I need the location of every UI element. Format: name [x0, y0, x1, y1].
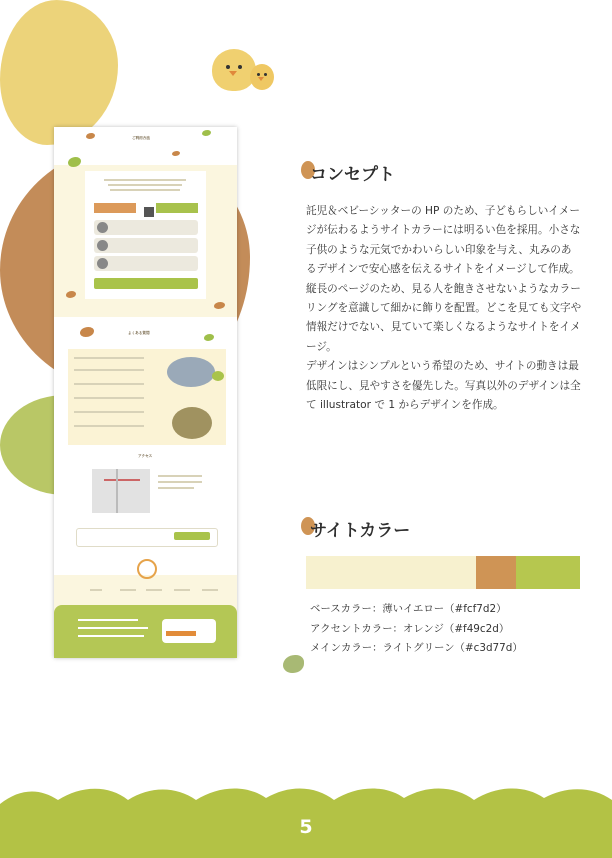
main-color-swatch — [516, 556, 580, 589]
leaf-decoration — [283, 655, 304, 673]
concept-paragraph: 縦長のページのため、見る人を飽きさせないようなカラーリングを意識して細かに飾りを配置。どこを見ても文字や情報だけでない、見ていて楽しくなるようなサイトをイメージ。 — [306, 282, 582, 353]
site-color-list — [310, 600, 523, 659]
base-color-line: ベースカラー：薄いイエロー（#fcf7d2） — [310, 603, 507, 615]
chick-illustration-small — [250, 64, 274, 90]
mockup-faq-heading: よくある質問 — [128, 331, 150, 335]
accent-color-line: アクセントカラー：オレンジ（#f49c2d） — [310, 622, 510, 635]
yellow-blob-decoration — [0, 0, 118, 145]
website-mockup-thumbnail — [54, 127, 237, 658]
mockup-usage-heading: ご利用方法 — [132, 136, 150, 140]
page-number: 5 — [299, 816, 313, 838]
main-color-line: メインカラー：ライトグリーン（#c3d77d） — [310, 642, 523, 654]
base-color-swatch — [306, 556, 476, 589]
concept-description — [306, 202, 582, 415]
chick-illustration-large — [212, 49, 256, 91]
concept-paragraph: 託児＆ベビーシッターの HP のため、子どもらしいイメージが伝わるようサイトカラーには明るい色を採用。小さな子供のような元気でかわいらしい印象を与え、丸みのあるデザインで安心感を伝えるサイトをイメージして作成。 — [306, 205, 581, 276]
concept-paragraph: デザインはシンプルという希望のため、サイトの動きは最低限にし、見やすさを優先した。写真以外のデザインは全て illustrator で 1 からデザインを作成。 — [306, 360, 581, 412]
concept-heading: コンセプト — [310, 165, 395, 185]
site-color-heading: サイトカラー — [310, 521, 411, 541]
mockup-access-heading: アクセス — [138, 454, 153, 458]
accent-color-swatch — [476, 556, 516, 589]
